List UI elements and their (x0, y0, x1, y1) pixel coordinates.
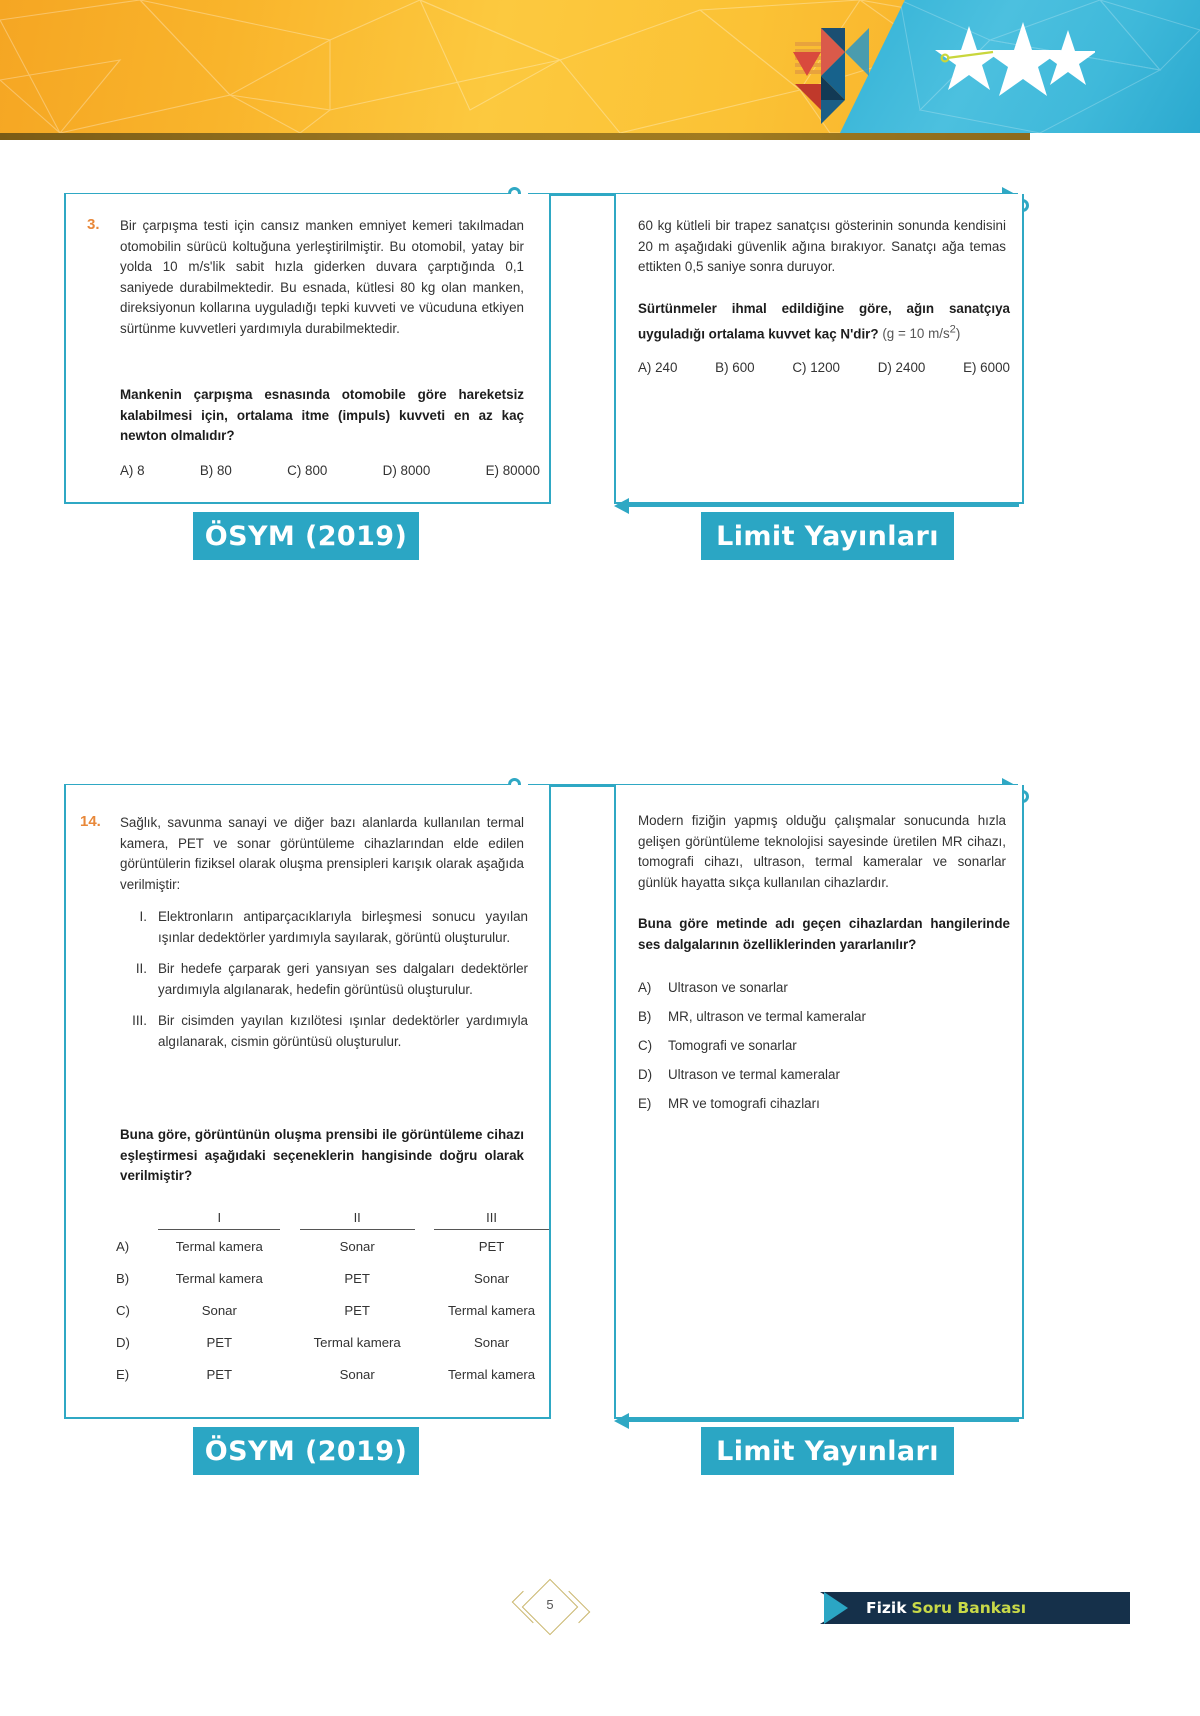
option-d[interactable]: D) 2400 (877, 360, 926, 375)
tangram-icon (765, 18, 885, 128)
header-blank (116, 1210, 158, 1230)
header-col-2: II (300, 1210, 415, 1230)
header-col-1: I (158, 1210, 280, 1230)
list-item (128, 959, 528, 1000)
question-prompt (638, 299, 1010, 345)
cell: Termal kamera (447, 1303, 536, 1318)
cell: Sonar (339, 1239, 375, 1254)
cell: PET (478, 1239, 505, 1254)
option-label: B) (638, 1009, 652, 1024)
cell: Termal kamera (447, 1367, 536, 1382)
option-label: E) (638, 1096, 652, 1111)
row-label: A) (116, 1238, 130, 1254)
question-card-trapez (614, 194, 1024, 504)
question-body: Bir çarpışma testi için cansız manken emniyet kemeri takılmadan otomobilin sürücü koltuğuna yerleştirilmiştir. Bu otomobil, yatay bir yolda 10 m/s'lik sabit hızla giderken duvara çarptığında 0,1 saniyede durabilmektedir. Bu esnada, kütlesi 80 kg olan manken, direksiyonun kollarına uyguladığı tepki kuvveti ve vücuduna etkiyen sürtünme kuvvetleri yardımıyla durabilmektedir. (120, 218, 524, 336)
table-row[interactable] (116, 1358, 549, 1390)
table-header-row (116, 1210, 549, 1230)
roman-numeral-list (128, 907, 528, 1064)
option-e[interactable]: E) 6000 (963, 360, 1010, 375)
list-item-label: II. (135, 961, 147, 977)
table-row[interactable] (116, 1326, 549, 1358)
question-number: 14. (80, 813, 101, 830)
option-c[interactable]: C) 1200 (792, 360, 840, 375)
option-d[interactable]: D) 8000 (382, 463, 431, 478)
header-rule (0, 133, 1030, 140)
question-prompt: Buna göre, görüntünün oluşma prensibi ile görüntüleme cihazı eşleştirmesi aşağıdaki seçeneklerin hangisinde doğru olarak verilmiştir? (120, 1127, 524, 1184)
option-label: A) (638, 980, 652, 995)
cell: Sonar (201, 1303, 237, 1318)
row-label: D) (116, 1335, 130, 1350)
arrow-left-1 (614, 498, 629, 514)
page-number: 5 (546, 1597, 554, 1612)
option-label: C) (638, 1038, 653, 1053)
answer-options (638, 360, 1010, 375)
footer-brand-text (866, 1592, 1026, 1624)
table-row[interactable] (116, 1294, 549, 1326)
question-card-modern-fizik (614, 785, 1024, 1419)
option-a[interactable] (638, 973, 1010, 1002)
source-badge-limit: Limit Yayınları (701, 1427, 954, 1475)
option-text: MR ve tomografi cihazları (668, 1096, 820, 1111)
page-header (0, 0, 1200, 140)
cell: PET (344, 1303, 370, 1318)
question-body: 60 kg kütleli bir trapez sanatçısı gösterinin sonunda kendisini 20 m aşağıdaki güvenlik ağına bırakıyor. Sanatçı ağa temas ettikten 0,5 saniye sonra duruyor. (638, 218, 1006, 275)
option-text: MR, ultrason ve termal kameralar (668, 1009, 866, 1024)
option-c[interactable] (638, 1031, 1010, 1060)
question-card-14 (64, 785, 551, 1419)
table-row[interactable] (116, 1262, 549, 1294)
cell: Sonar (473, 1271, 510, 1286)
question-number: 3. (87, 216, 100, 233)
gravity-note: (g = 10 $m/s^2$) (882, 323, 961, 342)
cell: PET (206, 1367, 233, 1382)
option-e[interactable] (638, 1089, 1010, 1118)
answer-options (638, 973, 1010, 1118)
option-d[interactable] (638, 1060, 1010, 1089)
option-b[interactable]: B) 600 (715, 360, 755, 375)
prompt-text: Sürtünmeler ihmal edildiğine göre, ağın sanatçıya uyguladığı ortalama kuvvet kaç N'dir? (638, 301, 1010, 342)
option-text: Tomografi ve sonarlar (668, 1038, 797, 1053)
table-row[interactable] (116, 1230, 549, 1263)
footer-brand-secondary: Soru Bankası (911, 1599, 1027, 1617)
option-c[interactable]: C) 800 (287, 463, 328, 478)
page-number-ornament (516, 1585, 584, 1629)
list-item-text: Elektronların antiparçacıklarıyla birleşmesi sonucu yayılan ışınlar dedektörler yardımıyla sayılarak, görüntü oluşturulur. (158, 909, 528, 945)
source-badge-osym: ÖSYM (2019) (193, 512, 419, 560)
stars-icon (935, 22, 1095, 110)
cell: Sonar (339, 1367, 375, 1382)
cell: PET (344, 1271, 370, 1286)
cell: Termal kamera (313, 1335, 401, 1350)
list-item-label: I. (139, 909, 147, 924)
footer-brand-primary: Fizik (866, 1599, 907, 1617)
header-col-3: III (434, 1210, 549, 1230)
option-b[interactable]: B) 80 (199, 463, 232, 478)
source-badge-limit: Limit Yayınları (701, 512, 954, 560)
rail-bottom-2 (629, 1419, 1019, 1422)
question-body: Sağlık, savunma sanayi ve diğer bazı alanlarda kullanılan termal kamera, PET ve sonar görüntüleme cihazlarından elde edilen görüntülerin fiziksel olarak oluşma prensipleri karışık olarak aşağıda verilmiştir: (120, 815, 524, 892)
row-label: C) (116, 1303, 130, 1318)
option-e[interactable]: E) 80000 (485, 463, 540, 478)
option-b[interactable] (638, 1002, 1010, 1031)
cell: Termal kamera (175, 1239, 263, 1254)
cell: Sonar (473, 1335, 510, 1350)
table (116, 1210, 549, 1390)
matching-table (116, 1210, 549, 1390)
footer-arrow-icon (824, 1592, 848, 1624)
option-text: Ultrason ve sonarlar (668, 980, 788, 995)
row-label: B) (116, 1271, 130, 1286)
question-prompt: Buna göre metinde adı geçen cihazlardan hangilerinde ses dalgalarının özelliklerinden yararlanılır? (638, 916, 1010, 952)
arrow-left-2 (614, 1413, 629, 1429)
cell: PET (206, 1335, 233, 1350)
question-prompt: Mankenin çarpışma esnasında otomobile göre hareketsiz kalabilmesi için, ortalama itme (impuls) kuvveti en az kaç newton olmalıdır? (120, 387, 524, 444)
row-label: E) (116, 1367, 130, 1382)
list-item (128, 1011, 528, 1052)
list-item-text: Bir hedefe çarparak geri yansıyan ses dalgaları dedektörler yardımıyla algılanarak, hedefin görüntüsü oluşturulur. (158, 961, 528, 997)
rail-bottom-1 (629, 504, 1019, 507)
option-text: Ultrason ve termal kameralar (668, 1067, 840, 1082)
cell: Termal kamera (175, 1271, 263, 1286)
list-item-label: III. (132, 1013, 147, 1029)
list-item-text: Bir cisimden yayılan kızılötesi ışınlar dedektörler yardımıyla algılanarak, cismin görüntüsü oluşturulur. (158, 1013, 528, 1049)
question-card-3 (64, 194, 551, 504)
option-a[interactable]: A) 8 (120, 463, 145, 478)
question-body: Modern fiziğin yapmış olduğu çalışmalar sonucunda hızla gelişen görüntüleme teknolojisi sayesinde üretilen MR cihazı, tomografi cihazı, ultrason, termal kameralar ve sonarlar günlük hayatta sıkça kullanılan cihazlardır. (638, 813, 1006, 890)
answer-options (120, 463, 540, 478)
list-item (128, 907, 528, 948)
source-badge-osym: ÖSYM (2019) (193, 1427, 419, 1475)
option-a[interactable]: A) 240 (638, 360, 678, 375)
option-label: D) (638, 1067, 653, 1082)
